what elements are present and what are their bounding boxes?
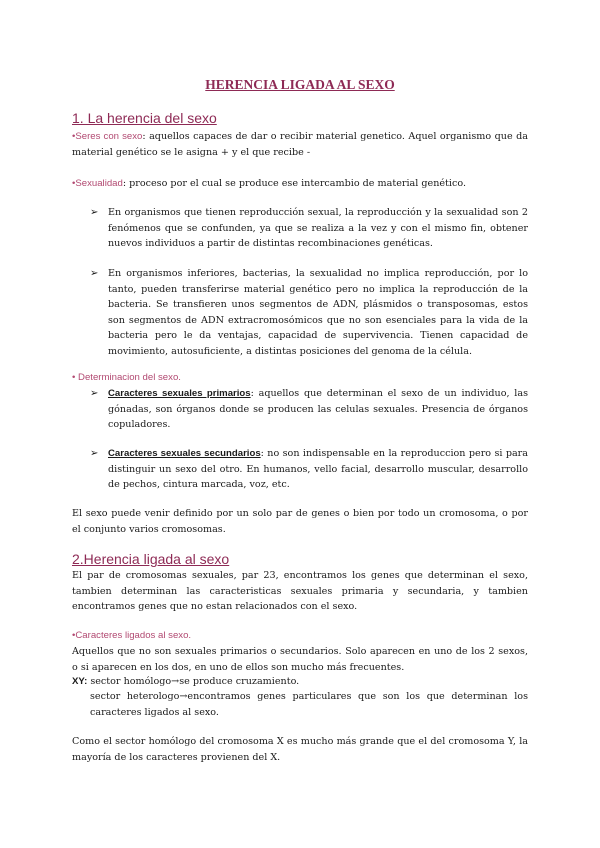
sector-heterologo-paragraph: sector heterologo→encontramos genes particulares que son los que determinan los caracteres ligados al sexo. <box>90 691 528 718</box>
caracteres-ligados-label: •Caracteres ligados al sexo. <box>72 630 192 641</box>
sexo-definido-paragraph: El sexo puede venir definido por un solo par de genes o bien por todo un cromosoma, o por el conjunto varios cromosomas. <box>72 508 528 535</box>
bullet-reproduccion-sexual: En organismos que tienen reproducción sexual, la reproducción y la sexualidad son 2 fenómenos que se confunden, ya que se realiza a la vez y con el mismo fin, obtener nuevos individuos a partir de distintas recombinaciones genéticas. <box>108 207 528 249</box>
arrow-bullet-icon: ➢ <box>90 207 99 218</box>
caracteres-primarios-text: : aquellos que determinan el sexo de un individuo, las gónadas, son órganos donde se producen las celulas sexuales. Presencia de órganos copuladores. <box>108 388 529 430</box>
arrow-bullet-icon: ➢ <box>90 448 99 459</box>
xy-label: XY: <box>72 676 88 687</box>
determinacion-sexo-label: • Determinacion del sexo. <box>72 372 181 383</box>
caracteres-secundarios-text: : no son indispensable en la reproduccion pero si para distinguir un sexo del otro. En humanos, vello facial, desarrollo muscular, desarrollo de pechos, cintura marcada, voz, etc. <box>108 448 528 490</box>
caracteres-primarios-label: Caracteres sexuales primarios <box>108 388 251 399</box>
seres-con-sexo-paragraph <box>72 129 528 160</box>
seres-con-sexo-label: •Seres con sexo <box>72 131 143 142</box>
sexualidad-label: •Sexualidad <box>72 178 123 189</box>
caracteres-ligados-paragraph: Aquellos que no son sexuales primarios o secundarios. Solo aparecen en uno de los 2 sexos, o si aparecen en los dos, en uno de ellos son mucho más frecuentes. <box>72 646 528 673</box>
bullet-organismos-inferiores: En organismos inferiores, bacterias, la sexualidad no implica reproducción, por lo tanto, pueden transferirse material genético pero no implica la reproducción de la bacteria. Se transfieren unos segmentos de ADN, plásmidos o transposomas, estos son segmentos de ADN extracromosómicos que no son esenciales para la vida de la bacteria pero le da ventajas, capacidad de supervivencia. Tienen capacidad de movimiento, autosuficiente, a distintas posiciones del genoma de la célula. <box>108 268 528 357</box>
section-1-heading: 1. La herencia del sexo <box>72 110 217 126</box>
sector-homologo-conclusion: Como el sector homólogo del cromosoma X es mucho más grande que el del cromosoma Y, la mayoría de los caracteres provienen del X. <box>72 736 528 763</box>
document-title: HERENCIA LIGADA AL SEXO <box>205 77 395 92</box>
xy-line <box>72 674 528 690</box>
par-cromosomas-paragraph: El par de cromosomas sexuales, par 23, encontramos los genes que determinan el sexo, tambien determinan las caracteristicas sexuales primaria y secundaria, y tambien encontramos genes que no estan relacionados con el sexo. <box>72 570 528 612</box>
caracteres-secundarios-label: Caracteres sexuales secundarios <box>108 448 261 459</box>
caracteres-secundarios-paragraph <box>108 446 528 493</box>
caracteres-primarios-paragraph <box>108 386 528 433</box>
xy-text: sector homólogo→se produce cruzamiento. <box>87 676 300 687</box>
sexualidad-paragraph <box>72 176 528 192</box>
seres-con-sexo-text: : aquellos capaces de dar o recibir material genetico. Aquel organismo que da material genético se le asigna + y el que recibe - <box>72 131 528 158</box>
section-2-heading: 2.Herencia ligada al sexo <box>72 551 230 567</box>
sexualidad-text: : proceso por el cual se produce ese intercambio de material genético. <box>122 178 466 189</box>
arrow-bullet-icon: ➢ <box>90 388 99 399</box>
arrow-bullet-icon: ➢ <box>90 268 99 279</box>
